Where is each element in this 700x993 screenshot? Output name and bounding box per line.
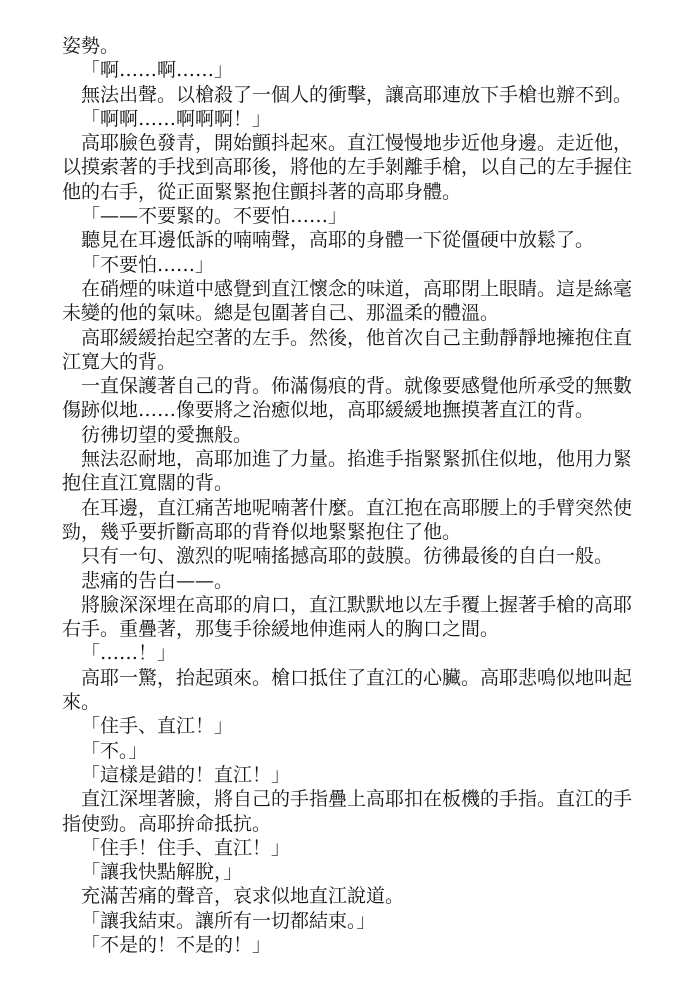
paragraph: 姿勢。 xyxy=(62,35,120,57)
paragraph: 「住手！住手、直江！」 xyxy=(81,836,291,859)
paragraph: 「住手、直江！」 xyxy=(81,715,234,738)
paragraph: 「啊啊……啊啊啊！」 xyxy=(81,107,272,130)
text-page xyxy=(62,34,644,957)
paragraph: 直江深埋著臉，將自己的手指疊上高耶扣在板機的手指。直江的手指使勁。高耶拚命抵抗。 xyxy=(62,788,633,835)
paragraph: 在耳邊，直江痛苦地呢喃著什麼。直江抱在高耶腰上的手臂突然使勁，幾乎要折斷高耶的背脊似地緊緊抱住了他。 xyxy=(62,496,633,543)
paragraph: 高耶一驚，抬起頭來。槍口抵住了直江的心臟。高耶悲鳴似地叫起來。 xyxy=(62,666,633,714)
paragraph: 「啊……啊……」 xyxy=(81,59,234,82)
paragraph: 「不。」 xyxy=(81,739,148,762)
paragraph: 「——不要緊的。不要怕……」 xyxy=(81,205,348,228)
paragraph: 「這樣是錯的！直江！」 xyxy=(81,763,291,786)
paragraph: 聽見在耳邊低訴的喃喃聲，高耶的身體一下從僵硬中放鬆了。 xyxy=(81,229,595,252)
paragraph: 無法忍耐地，高耶加進了力量。掐進手指緊緊抓住似地，他用力緊抱住直江寬闊的背。 xyxy=(62,448,633,495)
paragraph: 「讓我結束。讓所有一切都結束。」 xyxy=(81,909,376,932)
paragraph: 將臉深深埋在高耶的肩口，直江默默地以左手覆上握著手槍的高耶右手。重疊著，那隻手徐緩地伸進兩人的胸口之間。 xyxy=(62,593,633,641)
paragraph: 悲痛的告白——。 xyxy=(81,569,234,592)
paragraph: 「讓我快點解脫，」 xyxy=(81,861,243,884)
paragraph: 彷彿切望的愛撫般。 xyxy=(81,423,253,446)
paragraph: 充滿苦痛的聲音，哀求似地直江說道。 xyxy=(81,885,405,908)
paragraph: 只有一句、激烈的呢喃搖撼高耶的鼓膜。彷彿最後的自白一般。 xyxy=(81,545,614,568)
paragraph: 高耶緩緩抬起空著的左手。然後，他首次自己主動靜靜地擁抱住直江寬大的背。 xyxy=(62,326,633,373)
paragraph: 無法出聲。以槍殺了一個人的衝擊，讓高耶連放下手槍也辦不到。 xyxy=(81,83,633,106)
paragraph: 一直保護著自己的背。佈滿傷痕的背。就像要感覺他所承受的無數傷跡似地……像要將之治癒似地，高耶緩緩地撫摸著直江的背。 xyxy=(62,375,633,422)
paragraph: 在硝煙的味道中感覺到直江懷念的味道，高耶閉上眼睛。這是絲毫未變的他的氣味。總是包圍著自己、那溫柔的體溫。 xyxy=(62,277,633,325)
paragraph: 「不要怕……」 xyxy=(81,253,215,276)
paragraph: 「不是的！不是的！」 xyxy=(81,933,272,956)
paragraph: 高耶臉色發青，開始顫抖起來。直江慢慢地步近他身邊。走近他，以摸索著的手找到高耶後，將他的左手剝離手槍，以自己的左手握住他的右手，從正面緊緊抱住顫抖著的高耶身體。 xyxy=(62,132,633,203)
paragraph: 「……！」 xyxy=(81,642,177,665)
